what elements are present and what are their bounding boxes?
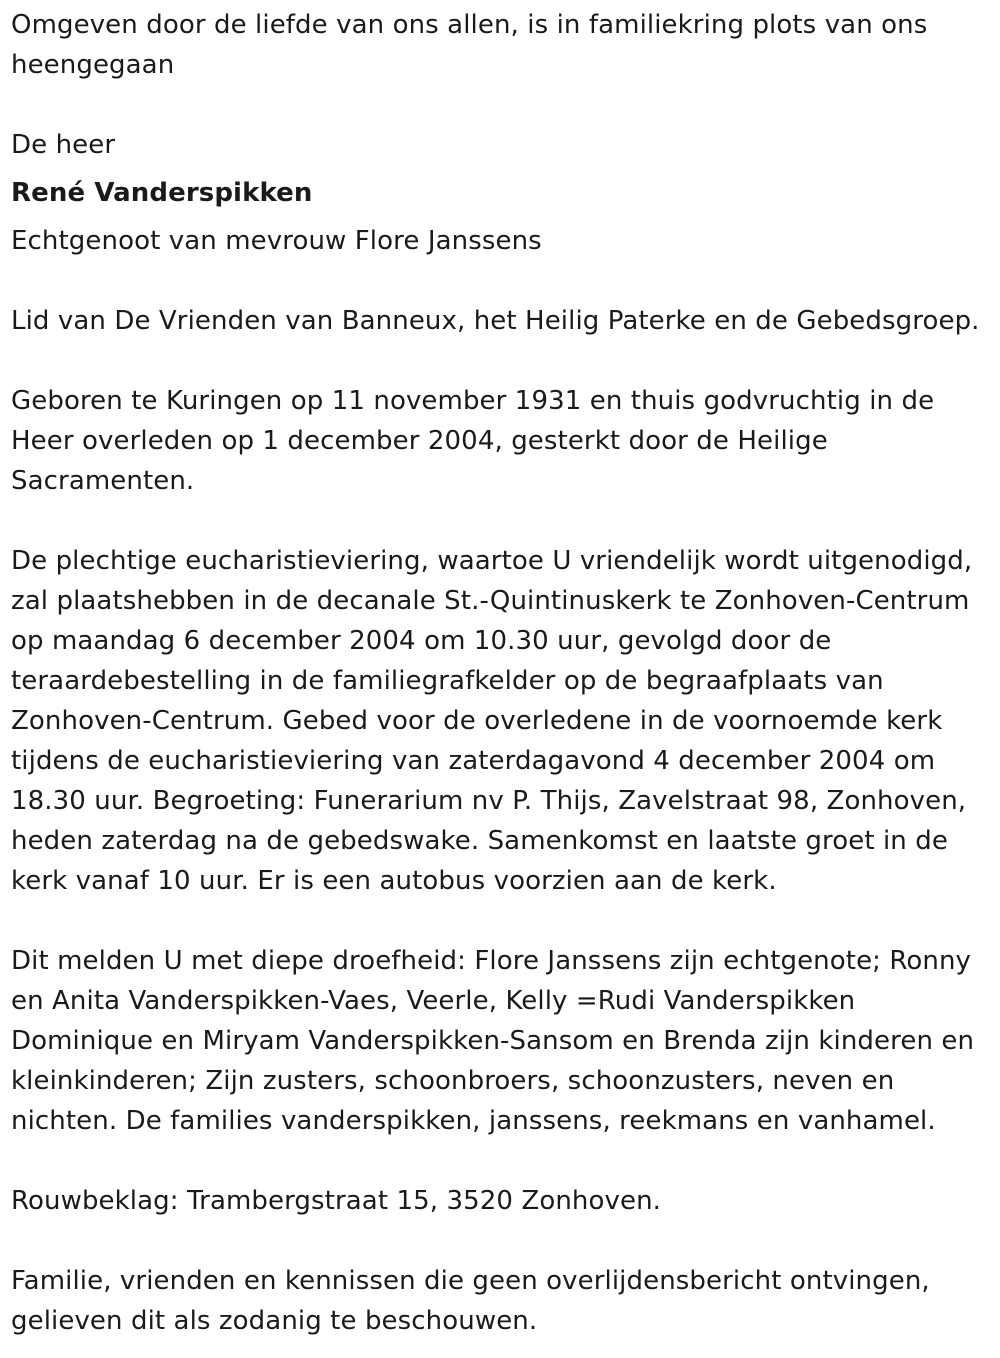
- ceremony-text: De plechtige eucharistieviering, waartoe U vriendelijk wordt uitgenodigd, zal plaatshebben in de decanale St.-Quintinuskerk te Zonhoven-Centrum op maandag 6 december 2004 om 10.30 uur, gevolgd door de teraardebestelling in de familiegrafkelder op de begraafplaats van Zonhoven-Centrum. Gebed voor de overledene in de voornoemde kerk tijdens de eucharistieviering van zaterdagavond 4 december 2004 om 18.30 uur. Begroeting: Funerarium nv P. Thijs, Zavelstraat 98, Zonhoven, heden zaterdag na de gebedswake. Samenkomst en laatste groet in de kerk vanaf 10 uur. Er is een autobus voorzien aan de kerk.: [11, 546, 981, 896]
- salutation: De heer: [11, 130, 116, 160]
- closing-text: Familie, vrienden en kennissen die geen overlijdensbericht ontvingen, gelieven dit als zodanig te beschouwen.: [11, 1266, 939, 1336]
- birth-death-text: Geboren te Kuringen op 11 november 1931 en thuis godvruchtig in de Heer overleden op 1 december 2004, gesterkt door de Heilige Sacramenten.: [11, 386, 943, 496]
- deceased-name: René Vanderspikken: [11, 178, 313, 208]
- intro-text: Omgeven door de liefde van ons allen, is in familiekring plots van ons heengegaan: [11, 10, 936, 80]
- membership-text: Lid van De Vrienden van Banneux, het Heilig Paterke en de Gebedsgroep.: [11, 306, 980, 336]
- spacer: [11, 901, 996, 941]
- spacer: [11, 261, 996, 301]
- condolence-address: Rouwbeklag: Trambergstraat 15, 3520 Zonhoven.: [11, 1186, 662, 1216]
- spacer: [11, 501, 996, 541]
- spacer: [11, 341, 996, 381]
- spacer: [11, 85, 996, 125]
- spacer: [11, 1141, 996, 1181]
- obituary-notice: [11, 5, 996, 1341]
- family-text: Dit melden U met diepe droefheid: Flore Janssens zijn echtgenote; Ronny en Anita Vanderspikken-Vaes, Veerle, Kelly =Rudi Vanderspikken Dominique en Miryam Vanderspikken-Sansom en Brenda zijn kinderen en kleinkinderen; Zijn zusters, schoonbroers, schoonzusters, neven en nichten. De families vanderspikken, janssens, reekmans en vanhamel.: [11, 946, 983, 1136]
- spacer: [11, 1221, 996, 1261]
- spouse-line: Echtgenoot van mevrouw Flore Janssens: [11, 226, 542, 256]
